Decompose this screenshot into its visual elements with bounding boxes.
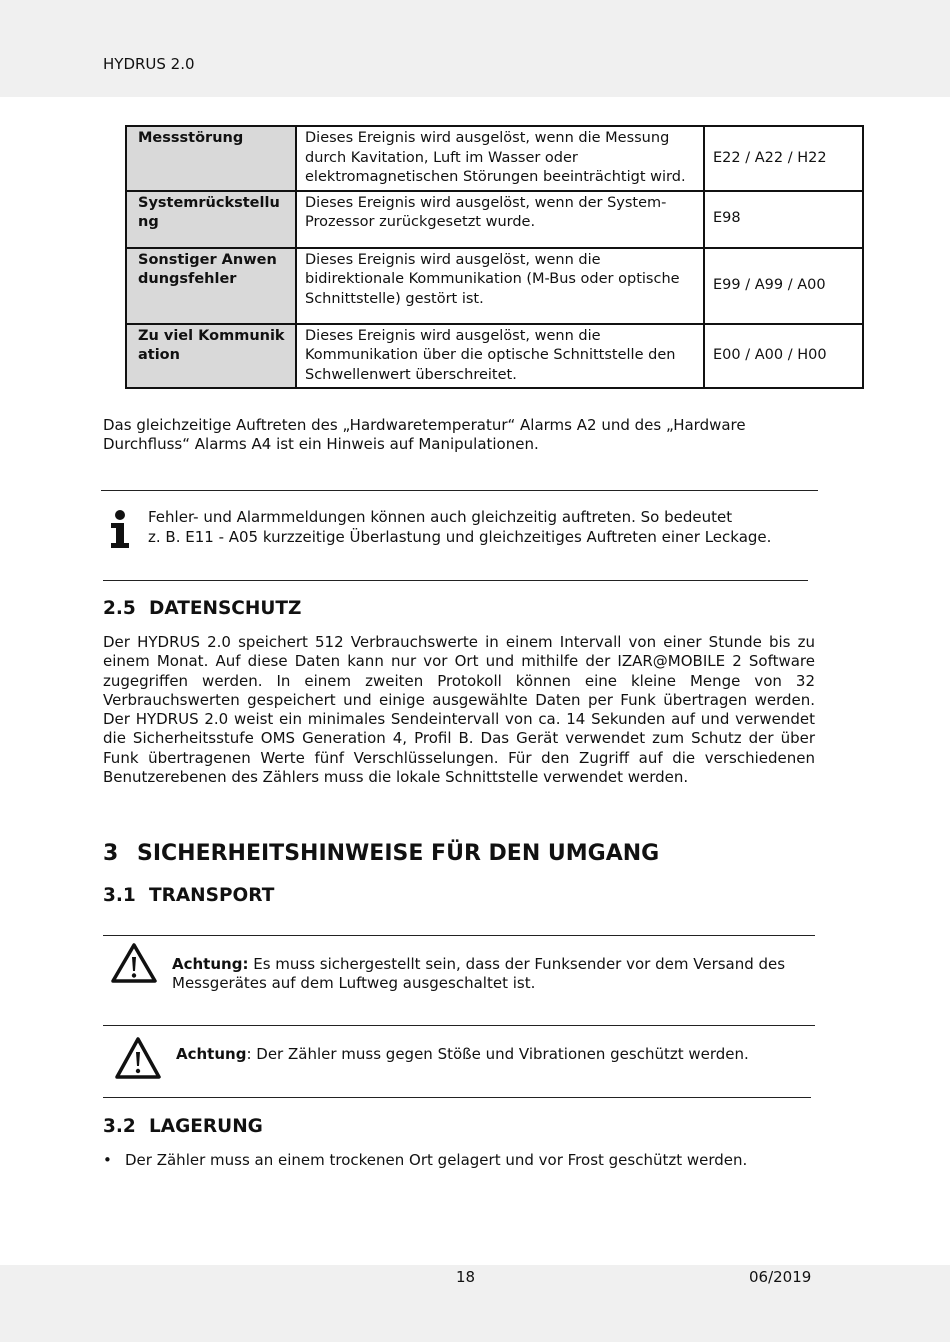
event-name: Zu viel Kommunikation: [126, 324, 296, 389]
divider: [103, 580, 808, 581]
event-table: [125, 125, 864, 389]
chapter-number: 3: [103, 841, 119, 866]
warning-note-1: [172, 955, 785, 974]
divider: [103, 1097, 811, 1098]
warning-label: Achtung: [176, 1045, 247, 1063]
warning-text: : Der Zähler muss gegen Stöße und Vibrationen geschützt werden.: [246, 1045, 749, 1063]
event-description: Dieses Ereignis wird ausgelöst, wenn die Messung durch Kavitation, Luft im Wasser oder elektromagnetischen Störungen beeinträchtigt wird.: [296, 126, 704, 191]
warning-note-1-line2: Messgerätes auf dem Luftweg ausgeschaltet ist.: [172, 974, 536, 992]
header-band: [0, 0, 950, 97]
section-number: 3.1: [103, 885, 136, 906]
event-codes: E22 / A22 / H22: [704, 126, 863, 191]
divider: [103, 935, 815, 936]
table-row: [126, 248, 863, 324]
chapter-title: SICHERHEITSHINWEISE FÜR DEN UMGANG: [137, 841, 660, 866]
warning-icon: [110, 942, 158, 988]
event-description: Dieses Ereignis wird ausgelöst, wenn der System-Prozessor zurückgesetzt wurde.: [296, 191, 704, 248]
chapter-heading-3: [103, 841, 659, 866]
event-name: Sonstiger Anwendungsfehler: [126, 248, 296, 324]
table-row: [126, 126, 863, 191]
datenschutz-paragraph: Der HYDRUS 2.0 speichert 512 Verbrauchswerte in einem Intervall von einer Stunde bis zu einem Monat. Auf diese Daten kann nur vor Ort und mithilfe der IZAR@MOBILE 2 Software zugegriffen werden. In einem zweiten Protokoll können eine kleine Menge von 32 Verbrauchswerten gespeichert und einige ausgewählte Daten per Funk übertragen werden. Der HYDRUS 2.0 weist ein minimales Sendeintervall von ca. 14 Sekunden auf und verwendet die Sicherheitsstufe OMS Generation 4, Profil B. Das Gerät verwendet zum Schutz der über Funk übertragenen Werte fünf Verschlüsselungen. Für den Zugriff auf die verschiedenen Benutzerebenen des Zählers muss die lokale Schnittstelle verwendet werden.: [103, 633, 815, 787]
event-description: Dieses Ereignis wird ausgelöst, wenn die Kommunikation über die optische Schnittstelle den Schwellenwert überschreitet.: [296, 324, 704, 389]
section-title: DATENSCHUTZ: [149, 598, 302, 619]
info-icon: [108, 509, 132, 553]
section-title: TRANSPORT: [149, 885, 275, 906]
section-heading-2-5: [103, 598, 301, 619]
document-title: HYDRUS 2.0: [103, 55, 195, 73]
event-name: Systemrückstellung: [126, 191, 296, 248]
warning-label: Achtung:: [172, 955, 249, 973]
manipulation-paragraph: Das gleichzeitige Auftreten des „Hardwaretemperatur“ Alarms A2 und des „Hardware Durchfluss“ Alarms A4 ist ein Hinweis auf Manipulationen.: [103, 416, 746, 454]
section-number: 3.2: [103, 1116, 136, 1137]
section-title: LAGERUNG: [149, 1116, 263, 1137]
divider: [101, 490, 818, 491]
bullet-marker: •: [103, 1151, 112, 1169]
info-note-line1: Fehler- und Alarmmeldungen können auch gleichzeitig auftreten. So bedeutet: [148, 508, 733, 526]
event-codes: E99 / A99 / A00: [704, 248, 863, 324]
table-row: [126, 324, 863, 389]
section-heading-3-2: [103, 1116, 263, 1137]
section-number: 2.5: [103, 598, 136, 619]
warning-icon: [114, 1036, 162, 1084]
warning-note-2: [176, 1045, 749, 1064]
event-codes: E98: [704, 191, 863, 248]
footer-date: 06/2019: [749, 1268, 812, 1286]
section-heading-3-1: [103, 885, 274, 906]
warning-text: Es muss sichergestellt sein, dass der Funksender vor dem Versand des: [248, 955, 786, 973]
page-number: 18: [456, 1268, 476, 1286]
list-item: Der Zähler muss an einem trockenen Ort gelagert und vor Frost geschützt werden.: [125, 1151, 748, 1169]
event-description: Dieses Ereignis wird ausgelöst, wenn die bidirektionale Kommunikation (M-Bus oder optische Schnittstelle) gestört ist.: [296, 248, 704, 324]
info-note-line2: z. B. E11 - A05 kurzzeitige Überlastung und gleichzeitiges Auftreten einer Leckage.: [148, 528, 772, 546]
table-row: [126, 191, 863, 248]
event-name: Messstörung: [126, 126, 296, 191]
event-codes: E00 / A00 / H00: [704, 324, 863, 389]
divider: [103, 1025, 815, 1026]
